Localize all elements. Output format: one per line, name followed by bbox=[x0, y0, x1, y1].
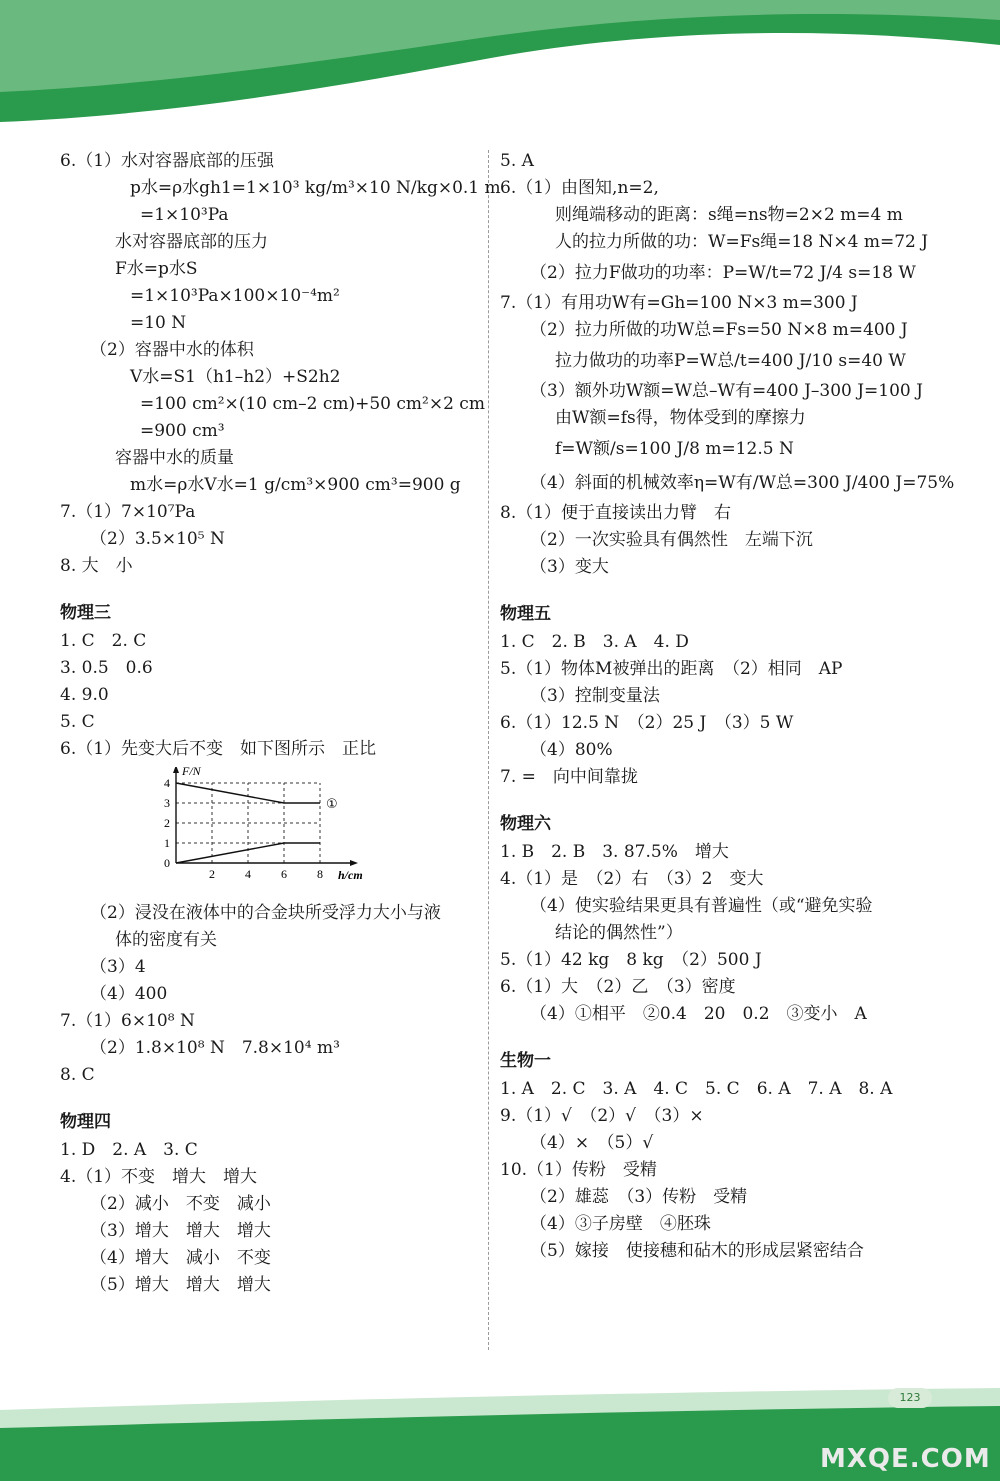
answer-line: （4）400 bbox=[90, 984, 168, 1004]
section-heading-biology-1: 生物一 bbox=[500, 1051, 551, 1071]
answer-line: 4.（1）不变 增大 增大 bbox=[60, 1167, 258, 1187]
answer-line: （2）浸没在液体中的合金块所受浮力大小与液 bbox=[90, 903, 441, 923]
answer-line: （2）容器中水的体积 bbox=[90, 340, 254, 360]
answer-line: 7.（1）有用功W有=Gh=100 N×3 m=300 J bbox=[500, 293, 858, 313]
answer-line: 1. B 2. B 3. 87.5% 增大 bbox=[500, 842, 729, 862]
answer-line: 6.（1）由图知,n=2, bbox=[500, 178, 659, 198]
x-axis-label: h/cm bbox=[338, 868, 363, 882]
answer-line: （4）①相平 ②0.4 20 0.2 ③变小 A bbox=[530, 1004, 867, 1024]
answer-line: V水=S1（h1–h2）+S2h2 bbox=[130, 367, 341, 387]
answer-line: 8. C bbox=[60, 1065, 95, 1085]
answer-line: 5.（1）42 kg 8 kg （2）500 J bbox=[500, 950, 762, 970]
answer-line: 6.（1）大 （2）乙 （3）密度 bbox=[500, 977, 736, 997]
answer-line: 7.（1）7×10⁷Pa bbox=[60, 502, 196, 522]
answer-line: 5. C bbox=[60, 712, 95, 732]
y-axis-arrow bbox=[173, 767, 179, 773]
x-tick-label: 6 bbox=[281, 867, 287, 881]
x-tick-label: 2 bbox=[209, 867, 215, 881]
answer-line: 结论的偶然性”） bbox=[555, 923, 683, 943]
answer-line: （3）4 bbox=[90, 957, 146, 977]
answer-line: 1. C 2. B 3. A 4. D bbox=[500, 632, 689, 652]
answer-line: 8.（1）便于直接读出力臂 右 bbox=[500, 503, 732, 523]
x-tick-label: 8 bbox=[317, 867, 323, 881]
x-axis-arrow bbox=[350, 860, 358, 866]
answer-line: 拉力做功的功率P=W总/t=400 J/10 s=40 W bbox=[555, 351, 906, 371]
answer-line: （4）③子房壁 ④胚珠 bbox=[530, 1214, 711, 1234]
answer-line: F水=p水S bbox=[115, 259, 198, 279]
answer-line: （3）控制变量法 bbox=[530, 686, 660, 706]
answer-line: 10.（1）传粉 受精 bbox=[500, 1160, 657, 1180]
section-heading-physics-3: 物理三 bbox=[60, 603, 111, 623]
answer-line: f=W额/s=100 J/8 m=12.5 N bbox=[555, 439, 794, 459]
answer-line: =10 N bbox=[130, 313, 187, 333]
answer-line: 8. 大 小 bbox=[60, 556, 133, 576]
y-tick-label: 2 bbox=[164, 816, 170, 830]
answer-line: 1. D 2. A 3. C bbox=[60, 1140, 198, 1160]
x-tick-label: 4 bbox=[245, 867, 251, 881]
y-axis-label: F/N bbox=[182, 767, 201, 778]
watermark bbox=[820, 1410, 991, 1474]
answer-line: （2）拉力所做的功W总=Fs=50 N×8 m=400 J bbox=[530, 320, 908, 340]
section-heading-physics-4: 物理四 bbox=[60, 1112, 111, 1132]
answer-line: =1×10³Pa×100×10⁻⁴m² bbox=[130, 286, 340, 306]
answer-line: m水=ρ水V水=1 g/cm³×900 cm³=900 g bbox=[130, 475, 461, 495]
answer-line: 6.（1）先变大后不变 如下图所示 正比 bbox=[60, 739, 377, 759]
column-divider bbox=[488, 150, 489, 1350]
answer-line: 9.（1）√ （2）√ （3）× bbox=[500, 1106, 704, 1126]
answer-line: 人的拉力所做的功：W=Fs绳=18 N×4 m=72 J bbox=[555, 232, 929, 252]
answer-line: （5）增大 增大 增大 bbox=[90, 1275, 271, 1295]
answer-line: （2）3.5×10⁵ N bbox=[90, 529, 225, 549]
answer-line: （3）增大 增大 增大 bbox=[90, 1221, 271, 1241]
answer-line: 7.（1）6×10⁸ N bbox=[60, 1011, 195, 1031]
page-number: 123 bbox=[888, 1388, 932, 1408]
answer-line: 1. C 2. C bbox=[60, 631, 147, 651]
answer-line: （2）一次实验具有偶然性 左端下沉 bbox=[530, 530, 813, 550]
answer-line: （4）增大 减小 不变 bbox=[90, 1248, 271, 1268]
answer-line: 1. A 2. C 3. A 4. C 5. C 6. A 7. A 8. A bbox=[500, 1079, 893, 1099]
answer-line: （2）减小 不变 减小 bbox=[90, 1194, 271, 1214]
top-decorative-band bbox=[0, 0, 1000, 130]
answer-line: 4.（1）是 （2）右 （3）2 变大 bbox=[500, 869, 764, 889]
section-heading-physics-5: 物理五 bbox=[500, 604, 551, 624]
force-depth-chart bbox=[154, 767, 394, 885]
answer-line: （2）拉力F做功的功率：P=W/t=72 J/4 s=18 W bbox=[530, 263, 916, 283]
left-column bbox=[60, 148, 501, 1299]
watermark-site-text: MXQE.COM bbox=[820, 1444, 991, 1474]
answer-line: 水对容器底部的压力 bbox=[115, 232, 268, 252]
answer-line: 容器中水的质量 bbox=[115, 448, 234, 468]
answer-line: 3. 0.5 0.6 bbox=[60, 658, 153, 678]
answer-line: （2）1.8×10⁸ N 7.8×10⁴ m³ bbox=[90, 1038, 340, 1058]
answer-line: （4）使实验结果更具有普遍性（或“避免实验 bbox=[530, 896, 873, 916]
answer-line: 体的密度有关 bbox=[115, 930, 217, 950]
answer-line: （2）雄蕊 （3）传粉 受精 bbox=[530, 1187, 748, 1207]
answer-line: 由W额=fs得，物体受到的摩擦力 bbox=[555, 408, 806, 428]
y-tick-label: 0 bbox=[164, 856, 170, 870]
answer-line: =100 cm²×(10 cm–2 cm)+50 cm²×2 cm bbox=[140, 394, 485, 414]
answer-line: （3）变大 bbox=[530, 557, 609, 577]
y-tick-label: 4 bbox=[164, 776, 170, 790]
answer-line: 则绳端移动的距离：s绳=ns物=2×2 m=4 m bbox=[555, 205, 903, 225]
y-tick-label: 3 bbox=[164, 796, 170, 810]
answer-line: （4）× （5）√ bbox=[530, 1133, 654, 1153]
answer-line: 6.（1）水对容器底部的压强 bbox=[60, 151, 275, 171]
answer-line: =1×10³Pa bbox=[140, 205, 229, 225]
answer-line: 4. 9.0 bbox=[60, 685, 109, 705]
answer-line: 5. A bbox=[500, 151, 534, 171]
answer-line: （4）80% bbox=[530, 740, 613, 760]
y-tick-label: 1 bbox=[164, 836, 170, 850]
series-label: ① bbox=[326, 797, 338, 812]
answer-line: 6.（1）12.5 N （2）25 J （3）5 W bbox=[500, 713, 794, 733]
answer-line: p水=ρ水gh1=1×10³ kg/m³×10 N/kg×0.1 m bbox=[130, 178, 501, 198]
answer-line: （4）斜面的机械效率η=W有/W总=300 J/400 J=75% bbox=[530, 473, 955, 493]
answer-line: =900 cm³ bbox=[140, 421, 225, 441]
right-column bbox=[500, 148, 955, 1265]
answer-line: （5）嫁接 使接穗和砧木的形成层紧密结合 bbox=[530, 1241, 864, 1261]
answer-line: 7. = 向中间靠拢 bbox=[500, 767, 638, 787]
section-heading-physics-6: 物理六 bbox=[500, 814, 551, 834]
answer-line: （3）额外功W额=W总–W有=400 J–300 J=100 J bbox=[530, 381, 923, 401]
answer-line: 5.（1）物体M被弹出的距离 （2）相同 AP bbox=[500, 659, 843, 679]
